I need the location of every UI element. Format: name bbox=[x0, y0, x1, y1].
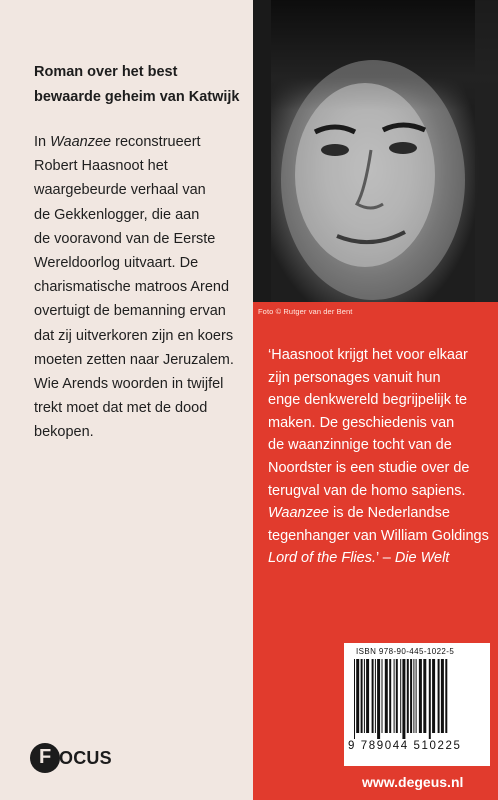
barcode-bar bbox=[423, 659, 426, 733]
review-quote bbox=[268, 344, 496, 570]
blurb-line-pre: dat zij uitverkoren zijn en koers bbox=[34, 327, 234, 344]
author-face bbox=[253, 0, 498, 302]
blurb-line-pre: trekt moet dat met de dood bbox=[34, 400, 208, 417]
barcode-number: 9 789044 510225 bbox=[348, 740, 462, 752]
quote-line bbox=[268, 389, 496, 412]
blurb-line bbox=[34, 203, 249, 227]
quote-line bbox=[268, 525, 496, 548]
blurb-line-pre: waargebeurde verhaal van bbox=[34, 182, 206, 199]
barcode-bar bbox=[445, 659, 447, 733]
barcode-bar bbox=[402, 659, 405, 739]
blurb-line bbox=[34, 372, 249, 396]
quote-line-post: ’ – bbox=[376, 550, 395, 567]
quote-line bbox=[268, 547, 496, 570]
quote-line bbox=[268, 434, 496, 457]
blurb-line-pre: charismatische matroos Arend bbox=[34, 279, 230, 296]
headline-line: bewaarde geheim van Katwijk bbox=[34, 89, 240, 105]
author-photo bbox=[253, 0, 498, 302]
blurb-line bbox=[34, 130, 249, 154]
barcode-bar bbox=[354, 659, 355, 739]
barcode bbox=[352, 659, 483, 739]
blurb-line bbox=[34, 420, 249, 444]
blurb-line-pre: moeten zetten naar Jeruzalem. bbox=[34, 351, 234, 368]
quote-line bbox=[268, 344, 496, 367]
photo-credit: Foto © Rutger van der Bent bbox=[258, 307, 353, 316]
blurb-line bbox=[34, 154, 249, 178]
barcode-bar bbox=[364, 659, 365, 733]
quote-line bbox=[268, 502, 496, 525]
blurb-line-pre: de vooravond van de Eerste bbox=[34, 230, 216, 247]
barcode-bar bbox=[441, 659, 444, 733]
barcode-bar bbox=[407, 659, 409, 733]
logo-text: OCUS bbox=[59, 748, 112, 768]
barcode-bar bbox=[438, 659, 440, 733]
barcode-bar bbox=[396, 659, 398, 733]
blurb-line bbox=[34, 227, 249, 251]
blurb-line bbox=[34, 275, 249, 299]
blurb-line-em: Waanzee bbox=[50, 134, 112, 150]
barcode-bar bbox=[432, 659, 435, 733]
quote-line-em: Lord of the Flies. bbox=[268, 550, 376, 567]
barcode-bar bbox=[356, 659, 359, 733]
barcode-bar bbox=[410, 659, 412, 733]
quote-line bbox=[268, 412, 496, 435]
quote-line-em: Waanzee bbox=[268, 505, 329, 522]
barcode-bar bbox=[429, 659, 431, 739]
focus-logo bbox=[30, 741, 140, 775]
blurb-line-pre: Robert Haasnoot het bbox=[34, 158, 168, 175]
blurb-line bbox=[34, 348, 249, 372]
quote-line bbox=[268, 480, 496, 503]
barcode-bar bbox=[366, 659, 369, 733]
quote-line-post: is de Nederlandse bbox=[329, 505, 450, 522]
barcode-bar bbox=[361, 659, 363, 733]
isbn-label: ISBN 978-90-445-1022-5 bbox=[356, 647, 455, 656]
blurb-line bbox=[34, 396, 249, 420]
barcode-bar bbox=[372, 659, 374, 733]
barcode-bar bbox=[400, 659, 401, 733]
barcode-bar bbox=[419, 659, 422, 733]
quote-line-pre: Noordster is een studie over de bbox=[268, 459, 470, 476]
blurb-line bbox=[34, 324, 249, 348]
blurb-line-pre: In bbox=[34, 134, 51, 150]
quote-line-pre: de waanzinnige tocht van de bbox=[268, 437, 452, 454]
blurb-line-pre: bekopen. bbox=[34, 424, 94, 441]
barcode-bar bbox=[389, 659, 391, 733]
barcode-bar bbox=[416, 659, 417, 733]
blurb-line bbox=[34, 299, 249, 323]
barcode-bar bbox=[413, 659, 414, 733]
blurb-line bbox=[34, 178, 249, 202]
barcode-bar bbox=[382, 659, 383, 733]
quote-line-em2: Die Welt bbox=[394, 550, 450, 567]
quote-line-pre: enge denkwereld begrijpelijk te bbox=[268, 392, 468, 409]
headline-line: Roman over het best bbox=[34, 64, 178, 80]
quote-line-pre: zijn personages vanuit hun bbox=[268, 369, 441, 386]
quote-line bbox=[268, 457, 496, 480]
barcode-bar bbox=[385, 659, 388, 733]
quote-line bbox=[268, 367, 496, 390]
quote-line-pre: terugval van de homo sapiens. bbox=[268, 482, 466, 499]
barcode-bar bbox=[377, 659, 380, 739]
blurb-line-post: reconstrueert bbox=[111, 134, 201, 150]
quote-line-pre: ‘Haasnoot krijgt het voor elkaar bbox=[268, 347, 468, 363]
logo-letter: F bbox=[39, 746, 52, 768]
blurb-text bbox=[34, 130, 249, 445]
publisher-url[interactable]: www.degeus.nl bbox=[362, 774, 464, 790]
blurb-line-pre: Wie Arends woorden in twijfel bbox=[34, 376, 224, 393]
quote-line-pre: tegenhanger van William Goldings bbox=[268, 527, 489, 544]
headline bbox=[34, 60, 249, 110]
blurb-line-pre: de Gekkenlogger, die aan bbox=[34, 206, 200, 223]
blurb-line bbox=[34, 251, 249, 275]
blurb-line-pre: overtuigt de bemanning ervan bbox=[34, 303, 226, 320]
barcode-bar bbox=[394, 659, 395, 733]
blurb-line-pre: Wereldoorlog uitvaart. De bbox=[34, 255, 199, 272]
quote-line-pre: maken. De geschiedenis van bbox=[268, 414, 455, 431]
barcode-bar bbox=[375, 659, 376, 733]
